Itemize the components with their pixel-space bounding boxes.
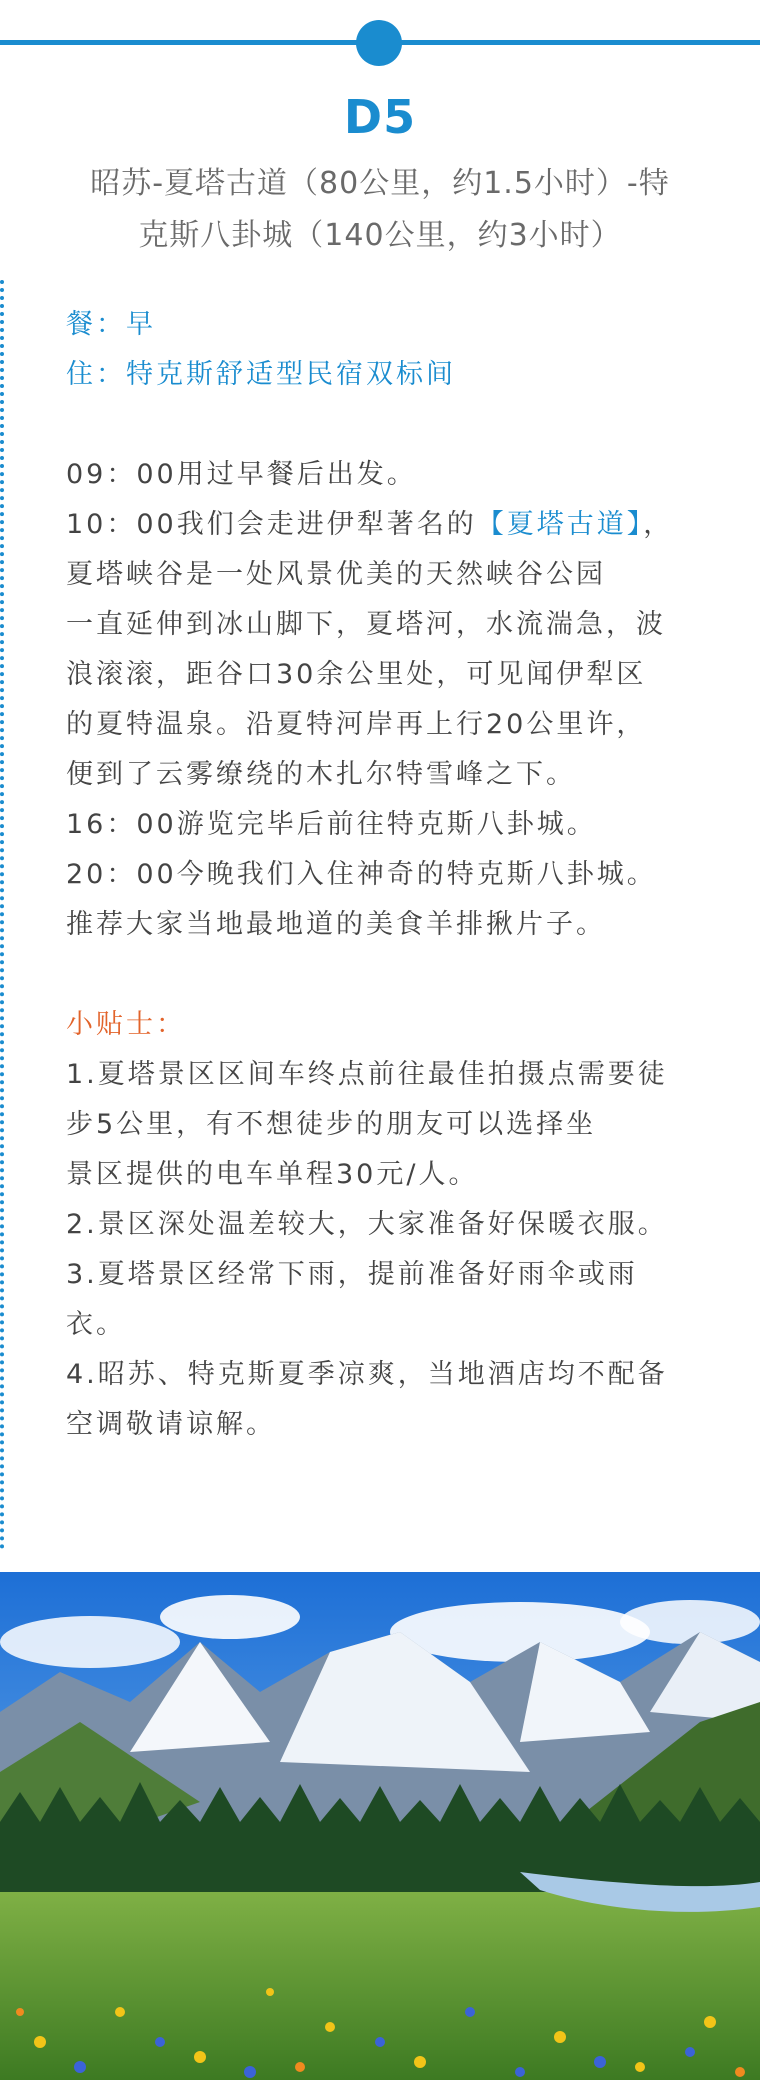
itinerary-line: 16：00游览完毕后前往特克斯八卦城。 (66, 809, 597, 840)
tip-line: 空调敬请谅解。 (66, 1409, 276, 1440)
stay-line: 住：特克斯舒适型民宿双标间 (66, 359, 456, 390)
itinerary-line: 的夏特温泉。沿夏特河岸再上行20公里许， (66, 709, 647, 740)
route-line-2: 克斯八卦城（140公里，约3小时） (138, 218, 622, 253)
tip-line: 2.景区深处温差较大，大家准备好保暖衣服。 (66, 1209, 668, 1240)
itinerary-text: 10：00我们会走进伊犁著名的 (66, 509, 477, 540)
day-title: D5 (343, 90, 417, 144)
meal-line: 餐：早 (66, 309, 156, 340)
tips-title: 小贴士： (66, 1009, 186, 1040)
itinerary-line: 一直延伸到冰山脚下，夏塔河，水流湍急，波 (66, 609, 666, 640)
route-description (60, 158, 700, 262)
route-line-1: 昭苏-夏塔古道（80公里，约1.5小时）-特 (90, 166, 670, 201)
itinerary-line: 便到了云雾缭绕的木扎尔特雪峰之下。 (66, 759, 576, 790)
mountain-landscape-photo (0, 1572, 760, 2080)
tip-line: 1.夏塔景区区间车终点前往最佳拍摄点需要徒 (66, 1059, 668, 1090)
spacer (66, 950, 706, 1000)
itinerary-line: 夏塔峡谷是一处风景优美的天然峡谷公园 (66, 559, 606, 590)
spacer (66, 400, 706, 450)
tip-line: 4.昭苏、特克斯夏季凉爽，当地酒店均不配备 (66, 1359, 668, 1390)
itinerary-text: ， (643, 509, 674, 540)
tip-line: 步5公里，有不想徒步的朋友可以选择坐 (66, 1109, 597, 1140)
itinerary-content (66, 300, 706, 1450)
side-dotted-rule (0, 280, 4, 1550)
itinerary-line (66, 500, 706, 550)
itinerary-line: 浪滚滚，距谷口30余公里处，可见闻伊犁区 (66, 659, 647, 690)
landscape-illustration (0, 1572, 760, 2080)
itinerary-line: 09：00用过早餐后出发。 (66, 459, 417, 490)
itinerary-line: 20：00今晚我们入住神奇的特克斯八卦城。 (66, 859, 657, 890)
tip-line: 衣。 (66, 1309, 126, 1340)
highlight-link[interactable]: 【夏塔古道】 (476, 509, 644, 540)
itinerary-line: 推荐大家当地最地道的美食羊排揪片子。 (66, 909, 606, 940)
header-dot-icon (356, 20, 402, 66)
tip-line: 景区提供的电车单程30元/人。 (66, 1159, 479, 1190)
tip-line: 3.夏塔景区经常下雨，提前准备好雨伞或雨 (66, 1259, 638, 1290)
